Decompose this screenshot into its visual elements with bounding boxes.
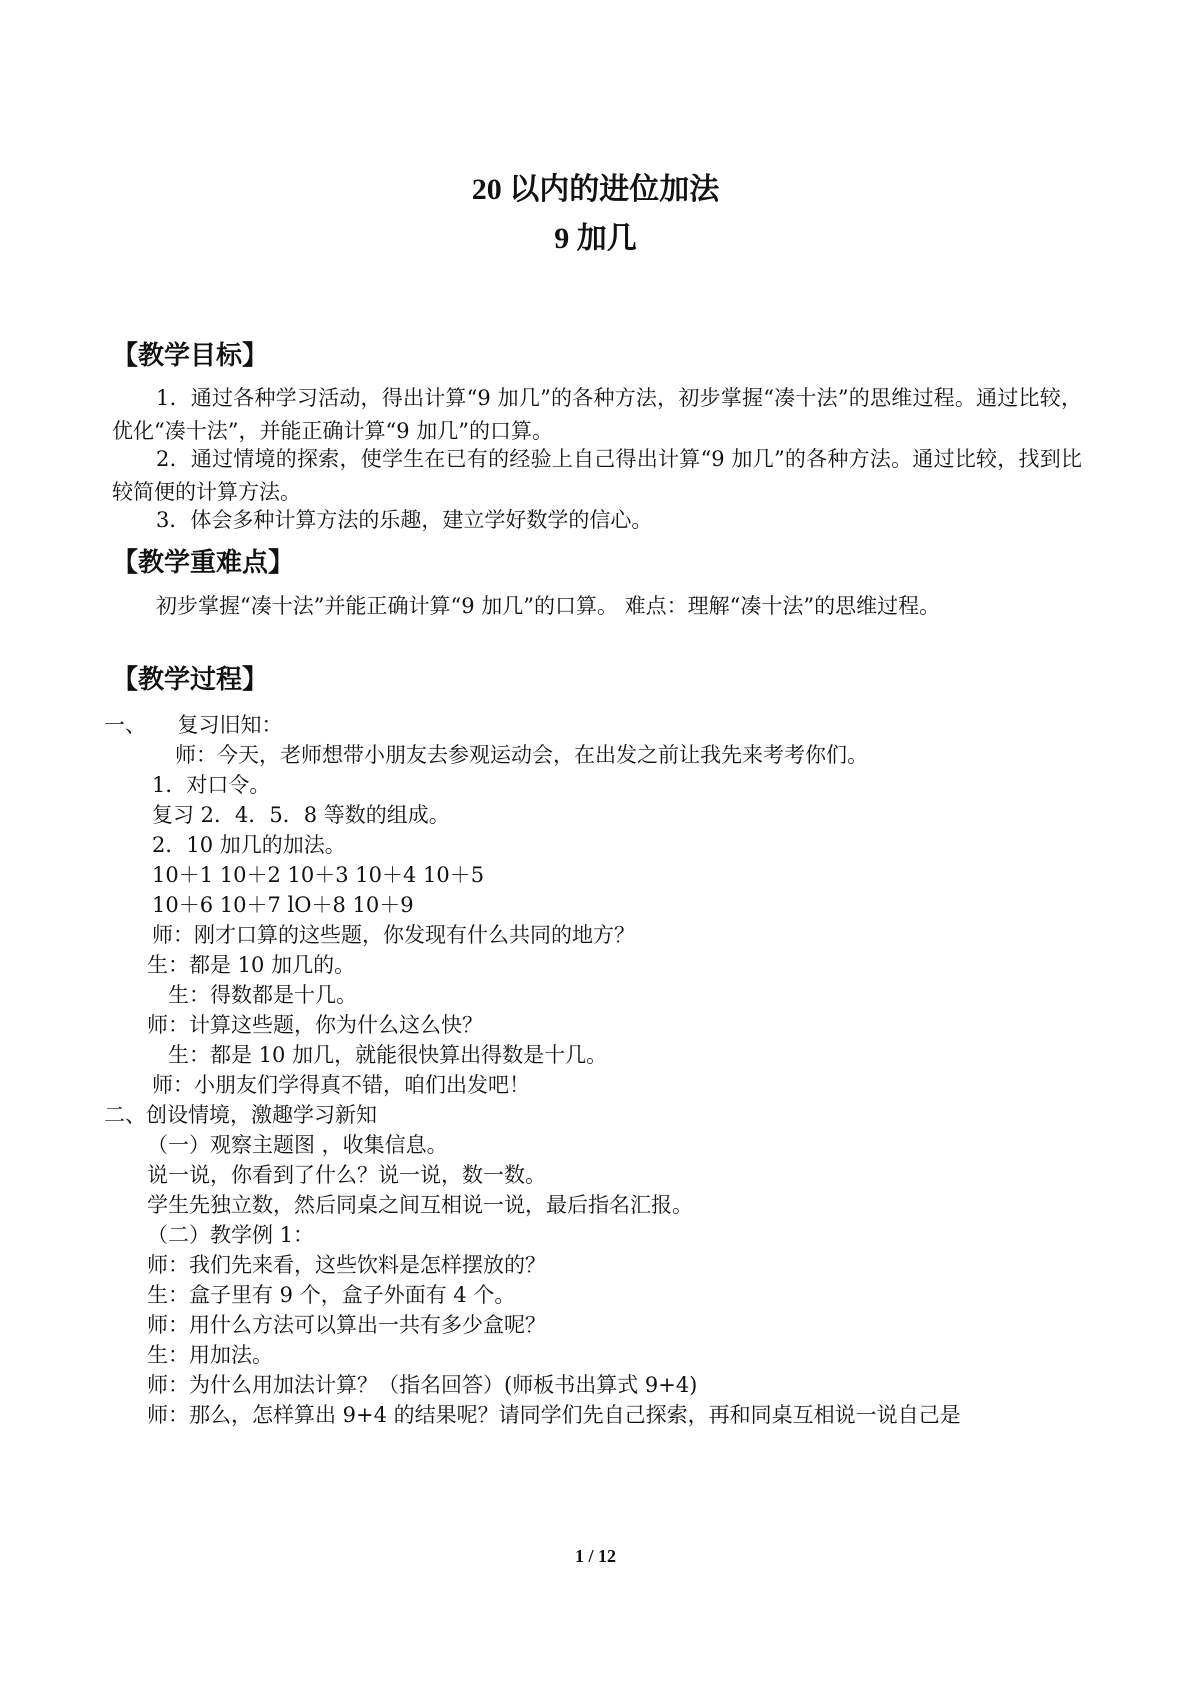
process-line: 师：刚才口算的这些题，你发现有什么共同的地方？ [152,923,635,947]
process-line: 师：为什么用加法计算？（指名回答）(师板书出算式 9+4) [147,1373,698,1397]
process-line: （一）观察主题图 ，收集信息。 [147,1133,448,1157]
process-line: 说一说，你看到了什么？说一说，数一数。 [147,1163,546,1187]
process-line: 二、创设情境，激趣学习新知 [104,1103,377,1127]
section-heading-objectives: 【教学目标】 [112,341,269,371]
process-line: 1．对口令。 [152,773,271,797]
process-line: 师：今天，老师想带小朋友去参观运动会，在出发之前让我先来考考你们。 [175,743,868,767]
process-line: 复习 2．4．5．8 等数的组成。 [152,803,450,827]
objective-paragraph-1: 1．通过各种学习活动，得出计算“9 加几”的各种方法，初步掌握“凑十法”的思维过程。通过比较，优化“凑十法”，并能正确计算“9 加几”的口算。 [112,386,1082,443]
process-line: 师：小朋友们学得真不错，咱们出发吧！ [152,1073,530,1097]
page-number: 1 / 12 [574,1546,616,1566]
document-subtitle: 9 加几 [554,222,637,255]
objective-paragraph-2: 2．通过情境的探索，使学生在已有的经验上自己得出计算“9 加几”的各种方法。通过比较，找到比较简便的计算方法。 [112,447,1082,504]
process-line: 10＋6 10＋7 lO＋8 10＋9 [152,893,414,917]
process-line: 学生先独立数，然后同桌之间互相说一说，最后指名汇报。 [147,1193,693,1217]
process-line: 师：那么，怎样算出 9+4 的结果呢？请同学们先自己探索，再和同桌互相说一说自己是 [147,1403,961,1427]
section-heading-key-points: 【教学重难点】 [112,548,295,578]
process-line: 生：得数都是十几。 [168,983,357,1007]
process-line: 生：盒子里有 9 个，盒子外面有 4 个。 [147,1283,516,1307]
process-line: （二）教学例 1： [147,1223,315,1247]
process-line: 一、 复习旧知： [104,713,283,737]
process-line: 师：用什么方法可以算出一共有多少盒呢？ [147,1313,546,1337]
process-line: 10＋1 10＋2 10＋3 10＋4 10＋5 [152,863,485,887]
objective-paragraph-3: 3．体会多种计算方法的乐趣，建立学好数学的信心。 [156,508,653,532]
process-line: 师：我们先来看，这些饮料是怎样摆放的？ [147,1253,546,1277]
process-line: 生：都是 10 加几，就能很快算出得数是十几。 [168,1043,608,1067]
process-line: 生：都是 10 加几的。 [147,953,356,977]
process-line: 师：计算这些题，你为什么这么快？ [147,1013,483,1037]
process-line: 生：用加法。 [147,1343,273,1367]
document-title: 20 以内的进位加法 [471,173,720,206]
key-points-paragraph: 初步掌握“凑十法”并能正确计算“9 加几”的口算。 难点：理解“凑十法”的思维过程。 [156,594,941,618]
process-line: 2．10 加几的加法。 [152,833,346,857]
section-heading-process: 【教学过程】 [112,665,269,695]
